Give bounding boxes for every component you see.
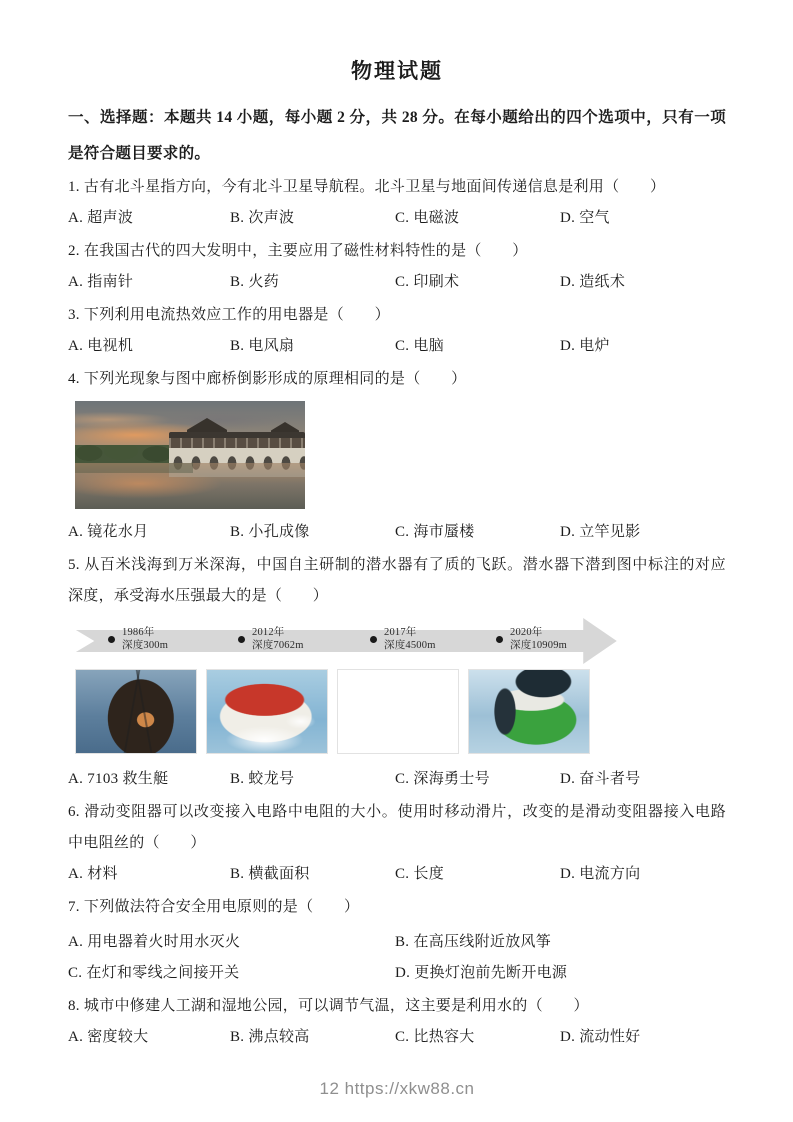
milestone-depth: 深度10909m [510,640,568,651]
question-text: 1. 古有北斗星指方向，今有北斗卫星导航程。北斗卫星与地面间传递信息是利用（ ） [68,179,666,195]
timeline-milestone-2020 [496,620,567,652]
option-a: A. 指南针 [68,274,134,290]
submersible-photos-row [75,669,726,754]
option-b: B. 横截面积 [230,866,310,882]
question-4 [68,364,726,548]
milestone-year: 2017年 [384,627,417,638]
option-c: C. 在灯和零线之间接开关 [68,965,240,981]
question-1 [68,172,726,234]
question-options [68,331,726,362]
milestone-year: 2020年 [510,627,543,638]
bullet-dot-icon [238,636,245,643]
option-d: D. 奋斗者号 [560,771,641,787]
question-text: 2. 在我国古代的四大发明中，主要应用了磁性材料特性的是（ ） [68,243,528,259]
question-options [68,267,726,298]
question-text: 8. 城市中修建人工湖和湿地公园，可以调节气温，这主要是利用水的（ ） [68,998,589,1014]
bridge-sunset-photo [75,401,305,509]
page-title: 物理试题 [351,59,443,83]
option-a: A. 7103 救生艇 [68,771,169,787]
question-options [68,927,726,989]
bridge-photo-corridor [169,438,305,448]
milestone-year: 1986年 [122,627,155,638]
section-heading: 一、选择题：本题共 14 小题，每小题 2 分，共 28 分。在每小题给出的四个选项中，只有一项是符合题目要求的。 [68,109,726,162]
option-b: B. 在高压线附近放风筝 [395,934,552,950]
option-a: A. 镜花水月 [68,524,149,540]
question-text: 4. 下列光现象与图中廊桥倒影形成的原理相同的是（ ） [68,371,467,387]
option-c: C. 海市蜃楼 [395,524,475,540]
option-d: D. 造纸术 [560,274,626,290]
option-d: D. 电炉 [560,338,610,354]
milestone-year: 2012年 [252,627,285,638]
timeline-milestone-2012 [238,620,304,652]
submersible-photo-fendouzhe [468,669,590,754]
question-text: 7. 下列做法符合安全用电原则的是（ ） [68,899,360,915]
option-c: C. 印刷术 [395,274,460,290]
bridge-photo-arches [169,448,305,463]
option-b: B. 沸点较高 [230,1029,310,1045]
option-c: C. 电脑 [395,338,445,354]
option-d: D. 立竿见影 [560,524,641,540]
option-c: C. 比热容大 [395,1029,475,1045]
bullet-dot-icon [370,636,377,643]
question-options [68,1022,726,1053]
option-c: C. 电磁波 [395,210,460,226]
question-6 [68,797,726,890]
milestone-depth: 深度7062m [252,640,304,651]
submersible-photo-jiaolong [206,669,328,754]
option-b: B. 小孔成像 [230,524,310,540]
option-b: B. 火药 [230,274,280,290]
bullet-dot-icon [108,636,115,643]
option-a: A. 用电器着火时用水灭火 [68,934,241,950]
question-5 [68,550,726,795]
page-footer-url: 12 https://xkw88.cn [319,1079,475,1098]
option-a: A. 密度较大 [68,1029,149,1045]
question-options [68,859,726,890]
option-a: A. 材料 [68,866,118,882]
option-d: D. 更换灯泡前先断开电源 [395,965,568,981]
option-a: A. 超声波 [68,210,134,226]
option-d: D. 流动性好 [560,1029,641,1045]
question-options [68,203,726,234]
question-8 [68,991,726,1053]
option-d: D. 电流方向 [560,866,641,882]
option-d: D. 空气 [560,210,610,226]
question-2 [68,236,726,298]
option-c: C. 深海勇士号 [395,771,490,787]
timeline-milestone-1986 [108,620,168,652]
submersible-timeline-figure [68,616,726,754]
question-text: 5. 从百米浅海到万米深海，中国自主研制的潜水器有了质的飞跃。潜水器下潜到图中标注的对应深度，承受海水压强最大的是（ ） [68,557,726,604]
question-options [68,517,726,548]
option-c: C. 长度 [395,866,445,882]
question-3 [68,300,726,362]
question-options [68,764,726,795]
submersible-photo-7103-lifeboat [75,669,197,754]
bullet-dot-icon [496,636,503,643]
option-a: A. 电视机 [68,338,134,354]
option-b: B. 电风扇 [230,338,295,354]
question-7 [68,892,726,989]
milestone-depth: 深度4500m [384,640,436,651]
submersible-photo-shenhai-yongshi [337,669,459,754]
question-text: 3. 下列利用电流热效应工作的用电器是（ ） [68,307,390,323]
bridge-photo-tree-reflection [75,463,193,473]
question-text: 6. 滑动变阻器可以改变接入电路中电阻的大小。使用时移动滑片，改变的是滑动变阻器接入电路中电阻丝的（ ） [68,804,726,851]
timeline [68,616,726,666]
option-b: B. 次声波 [230,210,295,226]
timeline-milestone-2017 [370,620,436,652]
option-b: B. 蛟龙号 [230,771,295,787]
milestone-depth: 深度300m [122,640,169,651]
